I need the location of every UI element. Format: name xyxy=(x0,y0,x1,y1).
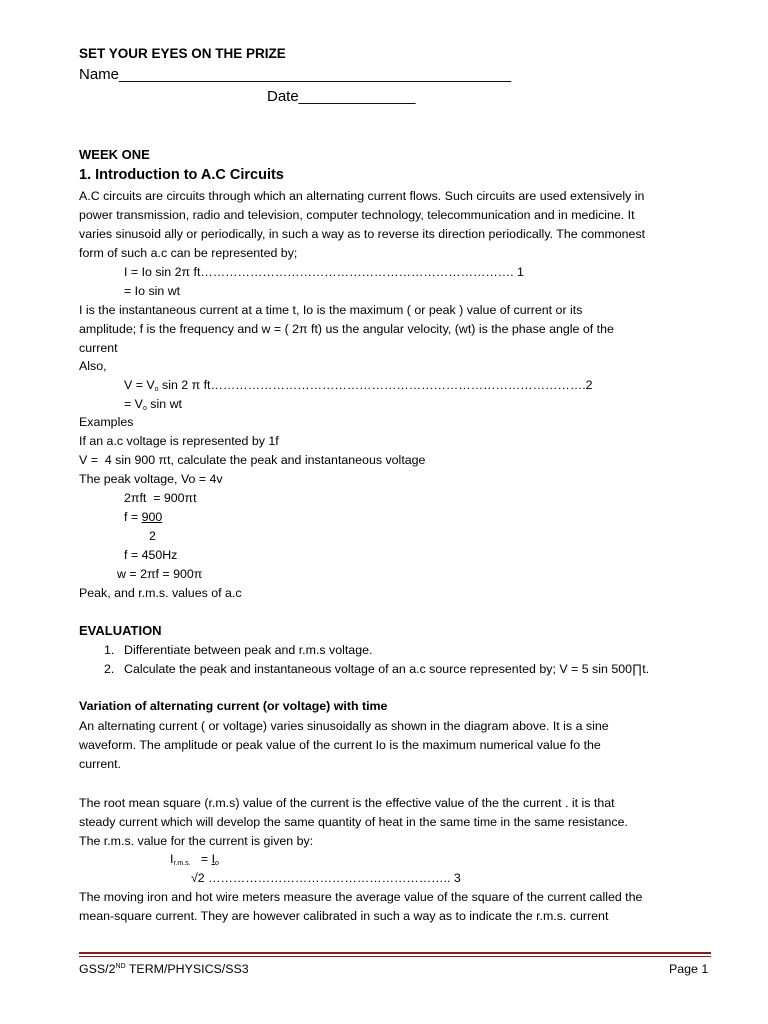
footer-rule xyxy=(79,952,711,954)
calculation-denominator: 2 xyxy=(149,529,156,543)
intro-paragraph xyxy=(79,187,711,263)
variation-heading: Variation of alternating current (or voltage) with time xyxy=(79,699,388,713)
example-line: If an a.c voltage is represented by 1f xyxy=(79,434,279,448)
paragraph-line: varies sinusoid ally or periodically, in such a way as to reverse its direction periodically. The commonest xyxy=(79,227,646,241)
evaluation-heading: EVALUATION xyxy=(79,623,162,638)
paragraph-line: current. xyxy=(79,757,122,771)
paragraph-line: current xyxy=(79,341,118,355)
meters-paragraph xyxy=(79,888,711,926)
paragraph-line: mean-square current. They are however calibrated in such a way as to indicate the r.m.s. current xyxy=(79,909,609,923)
paragraph-line: An alternating current ( or voltage) varies sinusoidally as shown in the diagram above. It is a sine xyxy=(79,719,609,733)
subheading-peak-rms: Peak, and r.m.s. values of a.c xyxy=(79,586,242,600)
evaluation-item-number: 1. xyxy=(104,643,115,657)
paragraph-line: power transmission, radio and television, computer technology, telecommunication and in medicine. It xyxy=(79,208,635,222)
paragraph-line: steady current which will develop the same quantity of heat in the same time in the same resistance. xyxy=(79,815,628,829)
example-line: The peak voltage, Vo = 4v xyxy=(79,472,223,486)
footer-course-code: GSS/2ND TERM/PHYSICS/SS3 xyxy=(79,962,249,976)
paragraph-line: The root mean square (r.m.s) value of the current is the effective value of the the current . it is that xyxy=(79,796,615,810)
equation-2: $V = V_o$ sin 2 π ft……………………………………………………………………………….2 xyxy=(124,378,593,393)
examples-label: Examples xyxy=(79,415,134,429)
calculation-step: 2πft = 900πt xyxy=(124,491,197,505)
equation-2-simplified: = $V_o$ sin wt xyxy=(124,397,182,412)
equation-1-simplified: = Io sin wt xyxy=(124,284,181,298)
evaluation-item: Differentiate between peak and r.m.s voltage. xyxy=(124,643,373,657)
document-title: SET YOUR EYES ON THE PRIZE xyxy=(79,46,286,61)
example-line: V = 4 sin 900 πt, calculate the peak and instantaneous voltage xyxy=(79,453,426,467)
footer-rule-thin xyxy=(79,956,711,957)
calculation-step: w = 2πf = 900π xyxy=(117,567,203,581)
paragraph-line: The r.m.s. value for the current is given by: xyxy=(79,834,314,848)
paragraph-line: I is the instantaneous current at a time t, Io is the maximum ( or peak ) value of current or its xyxy=(79,303,583,317)
date-field-line: Date______________ xyxy=(267,88,416,105)
calculation-step: f = 900 xyxy=(124,510,163,524)
equation-rms: $I_{r.m.s.} = I_o$ xyxy=(170,852,219,867)
equation-1: I = Io sin 2π ft…………………………………………………………………. 1 xyxy=(124,265,524,279)
name-field-line: Name_______________________________________________ xyxy=(79,66,512,83)
evaluation-item: Calculate the peak and instantaneous voltage of an a.c source represented by; V = 5 sin 500∏t. xyxy=(124,662,650,676)
equation-rms-denominator: √2 ………………………………………………….. 3 xyxy=(191,871,461,885)
paragraph-line: amplitude; f is the frequency and w = ( 2π ft) us the angular velocity, (wt) is the phase angle of the xyxy=(79,322,614,336)
rms-paragraph xyxy=(79,794,711,851)
calculation-step: f = 450Hz xyxy=(124,548,178,562)
definitions-paragraph xyxy=(79,301,711,358)
variation-paragraph xyxy=(79,717,711,774)
section-heading-intro: 1. Introduction to A.C Circuits xyxy=(79,167,284,183)
paragraph-line: The moving iron and hot wire meters measure the average value of the square of the current called the xyxy=(79,890,643,904)
week-label: WEEK ONE xyxy=(79,147,150,162)
paragraph-line: form of such a.c can be represented by; xyxy=(79,246,298,260)
paragraph-line: A.C circuits are circuits through which an alternating current flows. Such circuits are used extensively in xyxy=(79,189,645,203)
paragraph-line: waveform. The amplitude or peak value of the current Io is the maximum numerical value fo the xyxy=(79,738,601,752)
page-number: Page 1 xyxy=(669,962,709,976)
evaluation-item-number: 2. xyxy=(104,662,115,676)
also-label: Also, xyxy=(79,359,107,373)
